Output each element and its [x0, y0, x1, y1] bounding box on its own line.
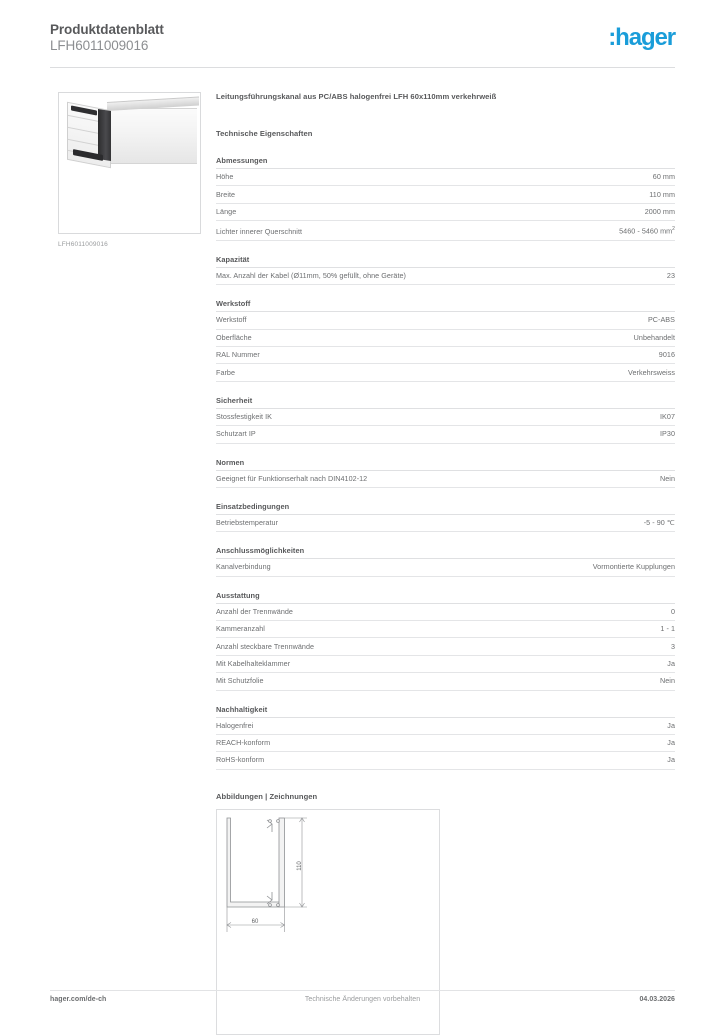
spec-value: 2000 mm — [644, 206, 675, 216]
spec-group-title: Anschlussmöglichkeiten — [216, 546, 675, 559]
spec-group-title: Abmessungen — [216, 156, 675, 169]
spec-key: Geeignet für Funktionserhalt nach DIN4102-12 — [216, 473, 368, 483]
table-row — [216, 169, 675, 186]
spec-value: 60 mm — [652, 172, 675, 182]
spec-value: 3 — [670, 641, 675, 651]
table-row — [216, 221, 675, 241]
spec-group-title: Normen — [216, 458, 675, 471]
specification-column — [216, 92, 675, 1035]
spec-key: Stossfestigkeit IK — [216, 411, 273, 421]
spec-key: Oberfläche — [216, 332, 252, 342]
spec-value: 1 - 1 — [660, 624, 675, 634]
footer-website[interactable]: hager.com/de-ch — [50, 996, 107, 1003]
spec-group-ausstattung — [216, 591, 675, 691]
technical-properties-heading: Technische Eigenschaften — [216, 129, 313, 138]
table-row — [216, 604, 675, 621]
table-row — [216, 656, 675, 673]
spec-key: Halogenfrei — [216, 720, 254, 730]
spec-value: -5 - 90 ℃ — [643, 518, 675, 528]
spec-key: Höhe — [216, 172, 234, 182]
spec-key: Mit Kabelhalteklammer — [216, 658, 291, 668]
spec-value: 23 — [666, 271, 675, 281]
table-row — [216, 638, 675, 655]
spec-key: Länge — [216, 206, 237, 216]
spec-group-title: Einsatzbedingungen — [216, 502, 675, 515]
table-row — [216, 268, 675, 285]
footer-date: 04.03.2026 — [639, 996, 675, 1003]
spec-value: Ja — [667, 720, 675, 730]
spec-value — [619, 224, 675, 236]
spec-key: Kanalverbindung — [216, 562, 271, 572]
spec-value: Nein — [660, 473, 675, 483]
drawings-heading: Abbildungen | Zeichnungen — [216, 791, 318, 801]
table-row — [216, 330, 675, 347]
page-header — [50, 22, 675, 68]
table-row — [216, 559, 675, 576]
trunking-product-photo — [65, 102, 197, 172]
spec-value: Ja — [667, 755, 675, 765]
spec-key: Lichter innerer Querschnitt — [216, 226, 303, 236]
spec-value: Unbehandelt — [633, 332, 675, 342]
spec-key: Mit Schutzfolie — [216, 676, 264, 686]
spec-key: Max. Anzahl der Kabel (Ø11mm, 50% gefüllt, ohne Geräte) — [216, 271, 406, 281]
table-row — [216, 752, 675, 769]
page-title: Produktdatenblatt — [50, 22, 164, 37]
spec-group-title: Ausstattung — [216, 591, 675, 604]
table-row — [216, 735, 675, 752]
spec-key: REACH-konform — [216, 738, 271, 748]
table-row — [216, 347, 675, 364]
spec-key: Breite — [216, 189, 236, 199]
table-row — [216, 718, 675, 735]
spec-group-title: Sicherheit — [216, 396, 675, 409]
product-image-caption: LFH6011009016 — [58, 241, 108, 248]
spec-key: Schutzart IP — [216, 429, 256, 439]
spec-key: Kammeranzahl — [216, 624, 265, 634]
product-reference: LFH6011009016 — [50, 38, 149, 53]
table-row — [216, 673, 675, 690]
product-description: Leitungsführungskanal aus PC/ABS halogenfrei LFH 60x110mm verkehrweiß — [216, 92, 497, 101]
spec-key: RoHS-konform — [216, 755, 265, 765]
trunking-divider-insert — [98, 109, 111, 161]
table-row — [216, 312, 675, 329]
spec-key: Werkstoff — [216, 315, 247, 325]
spec-value: IK07 — [660, 411, 675, 421]
spec-value: Ja — [667, 658, 675, 668]
spec-group-kapazitaet — [216, 255, 675, 285]
spec-group-title: Kapazität — [216, 255, 675, 268]
spec-group-nachhaltigkeit — [216, 705, 675, 770]
page-footer — [50, 996, 675, 1010]
spec-key: RAL Nummer — [216, 350, 260, 360]
table-row — [216, 204, 675, 221]
table-row — [216, 621, 675, 638]
header-divider — [50, 67, 675, 68]
spec-value: PC-ABS — [647, 315, 675, 325]
table-row — [216, 409, 675, 426]
trunking-body — [107, 108, 197, 164]
dimension-width-label: 60 — [251, 918, 259, 925]
spec-group-title: Nachhaltigkeit — [216, 705, 675, 718]
dimension-height-label: 110 — [297, 860, 303, 871]
footer-disclaimer: Technische Änderungen vorbehalten — [304, 996, 421, 1003]
product-image-frame — [58, 92, 201, 234]
spec-value-superscript: 2 — [672, 226, 675, 233]
spec-key: Anzahl steckbare Trennwände — [216, 641, 315, 651]
spec-group-normen — [216, 458, 675, 488]
spec-value: 9016 — [658, 350, 675, 360]
spec-value: Vormontierte Kupplungen — [592, 562, 675, 572]
spec-group-abmessungen — [216, 156, 675, 241]
spec-value: IP30 — [660, 429, 675, 439]
table-row — [216, 186, 675, 203]
hager-logo: :hager — [608, 24, 675, 51]
spec-key: Betriebstemperatur — [216, 518, 279, 528]
spec-value: Ja — [667, 738, 675, 748]
spec-key: Anzahl der Trennwände — [216, 606, 293, 616]
spec-value: Verkehrsweiss — [628, 367, 675, 377]
spec-group-anschlussmoeglichkeiten — [216, 546, 675, 576]
spec-group-werkstoff — [216, 299, 675, 382]
spec-value: 110 mm — [649, 189, 675, 199]
spec-key: Farbe — [216, 367, 236, 377]
footer-divider — [50, 990, 675, 991]
spec-group-title: Werkstoff — [216, 299, 675, 312]
table-row — [216, 471, 675, 488]
spec-value: Nein — [660, 676, 675, 686]
table-row — [216, 364, 675, 381]
table-row — [216, 515, 675, 532]
spec-group-sicherheit — [216, 396, 675, 444]
spec-value-text: 5460 - 5460 mm — [619, 226, 673, 236]
spec-group-einsatzbedingungen — [216, 502, 675, 532]
product-image-column — [58, 92, 201, 248]
table-row — [216, 426, 675, 443]
spec-value: 0 — [670, 606, 675, 616]
